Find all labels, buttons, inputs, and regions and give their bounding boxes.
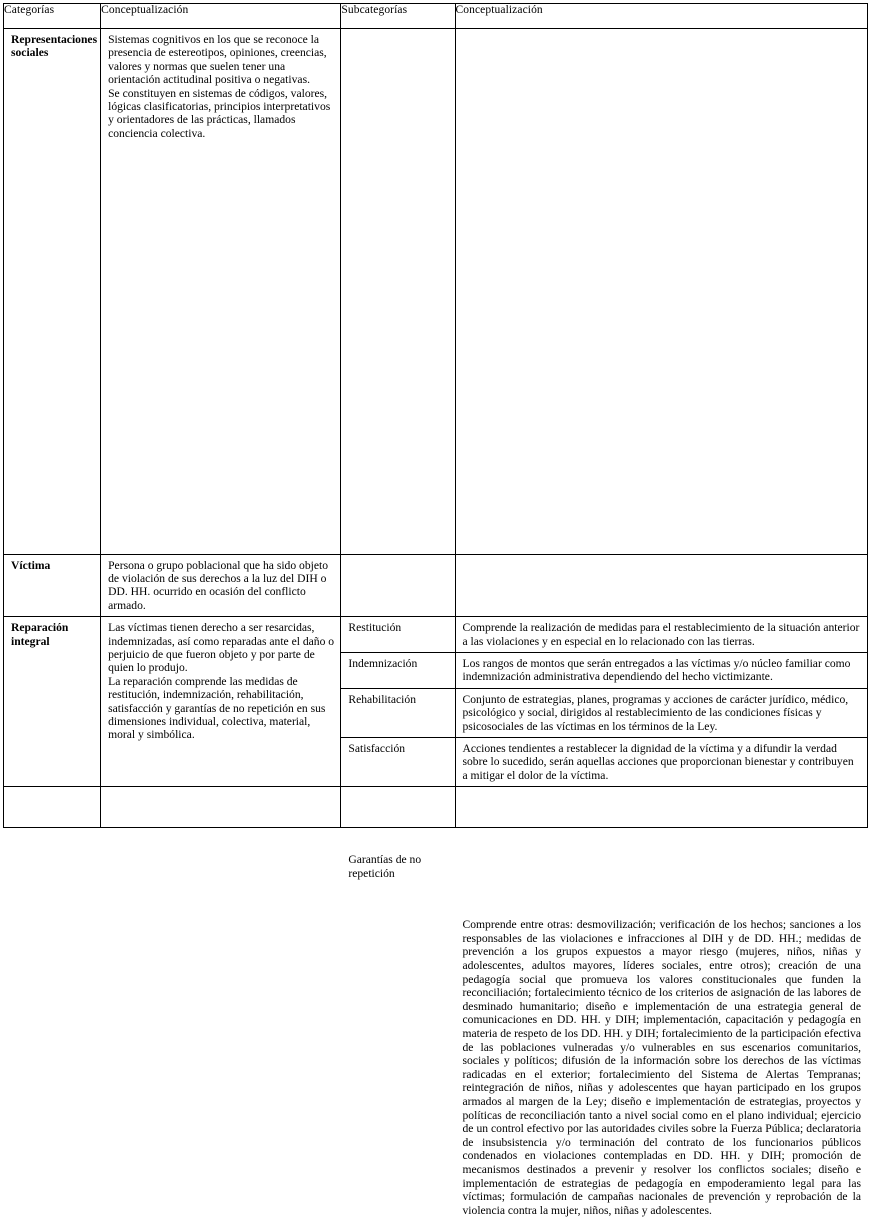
subcategory-label: Garantías de no repetición <box>348 853 422 880</box>
cell-conceptualizacion-victima <box>101 554 341 617</box>
cell-subconceptualizacion-empty-1 <box>455 29 868 555</box>
subconcept-text: Los rangos de montos que serán entregados a las víctimas y/o núcleo familiar como indemnización administrativa dependiendo del hecho victimizante. <box>462 657 851 684</box>
column-header-subcategorias: Subcategorías <box>341 4 455 29</box>
cell-subconceptualizacion-restitucion <box>455 617 868 653</box>
cell-subcategoria-satisfaccion <box>341 738 455 787</box>
subcategory-label: Indemnización <box>348 657 418 671</box>
cell-subcategoria-empty-1 <box>341 29 455 555</box>
cell-categoria-victima <box>4 554 101 617</box>
category-label: Reparación integral <box>11 621 69 648</box>
column-header-conceptualizacion-2: Conceptualización <box>455 4 868 29</box>
cell-subcategoria-garantias-no-repeticion <box>341 787 455 880</box>
categories-table <box>3 3 868 1217</box>
table-header-row <box>4 4 868 29</box>
category-label <box>4 787 100 795</box>
cell-categoria-empty-garantias <box>4 787 101 828</box>
subcategory-label: Rehabilitación <box>348 692 416 706</box>
cell-subconceptualizacion-indemnizacion <box>455 653 868 689</box>
table-row <box>4 617 868 653</box>
cell-conceptualizacion-empty-garantias <box>101 787 341 828</box>
cell-categoria-representaciones-sociales <box>4 29 101 555</box>
cell-subcategoria-indemnizacion <box>341 653 455 689</box>
table-container <box>3 3 868 1217</box>
cell-subcategoria-rehabilitacion <box>341 688 455 737</box>
category-label: Representaciones sociales <box>11 33 98 60</box>
subconcept-text: Comprende la realización de medidas para el restablecimiento de la situación anterior a las violaciones y en especial en lo relacionado con las tierras. <box>462 621 860 648</box>
concept-text <box>101 787 340 795</box>
cell-conceptualizacion-reparacion-integral <box>101 617 341 787</box>
concept-text-block <box>101 617 340 746</box>
subcategory-label <box>341 555 454 563</box>
table-row <box>4 787 868 828</box>
subcategory-label: Satisfacción <box>348 742 406 756</box>
subcategory-label: Restitución <box>348 621 402 635</box>
cell-conceptualizacion-representaciones-sociales <box>101 29 341 555</box>
concept-paragraph: Sistemas cognitivos en los que se reconoce la presencia de estereotipos, opiniones, creencias, valores y normas que suelen tener una orientación actitudinal positiva o negativas. <box>108 33 327 87</box>
cell-subconceptualizacion-empty-2 <box>455 554 868 617</box>
column-header-categorias: Categorías <box>4 4 101 29</box>
cell-subcategoria-empty-2 <box>341 554 455 617</box>
category-label: Víctima <box>11 558 51 572</box>
concept-text-block <box>101 29 340 144</box>
concept-paragraph: Se constituyen en sistemas de códigos, valores, lógicas clasificatorias, principios interpretativos y orientadores de las prácticas, llamados conciencia colectiva. <box>108 86 331 140</box>
table-row <box>4 29 868 555</box>
cell-subconceptualizacion-satisfaccion <box>455 738 868 787</box>
subconcept-text <box>456 555 868 563</box>
subconcept-text: Comprende entre otras: desmovilización; verificación de los hechos; sanciones a los responsables de las violaciones e infracciones al DIH y de DD. HH.; medidas de prevención a los grupos expuestos a mayor riesgo (mujeres, niños, niñas y adolescentes, adultos mayores, líderes sociales, entre otros); creación de una pedagogía social que promueva los valores constitucionales que funden la reconciliación; fortalecimiento técnico de los criterios de asignación de las labores de desminado humanitario; diseño e implementación de una estrategia general de comunicaciones en DD. HH. y DIH; implementación, capacitación y pedagogía en materia de respeto de los DD. HH. y DIH; fortalecimiento de la participación efectiva de las poblaciones vulneradas y/o vulnerables en sus escenarios comunitarios, sociales y políticos; difusión de la información sobre los derechos de las víctimas radicadas en el exterior; fortalecimiento del Sistema de Alertas Tempranas; reintegración de niños, niñas y adolescentes que hayan participado en los grupos armados al margen de la Ley; diseño e implementación de estrategias, proyectos y políticas de reconciliación tanto a nivel social como en el plano individual; ejercicio de un control efectivo por las autoridades civiles sobre la Fuerza Pública; declaratoria de insubsistencia y/o terminación del contrato de los funcionarios públicos condenados en violaciones contempladas en DD. HH. y DIH; promoción de mecanismos destinados a prevenir y resolver los conflictos sociales; diseño e implementación de estrategias de pedagogía en empoderamiento legal para las víctimas; formulación de campañas nacionales de prevención y reprobación de la violencia contra la mujer, niños, niñas y adolescentes. <box>462 918 861 1217</box>
subconcept-text: Conjunto de estrategias, planes, programas y acciones de carácter jurídico, médico, psicológico y social, dirigidos al restablecimiento de las condiciones físicas y psicosociales de las víctimas en los términos de la Ley. <box>462 692 849 733</box>
concept-text: Persona o grupo poblacional que ha sido objeto de violación de sus derechos a la luz del DIH o DD. HH. ocurrido en ocasión del conflicto armado. <box>108 558 329 612</box>
cell-subconceptualizacion-garantias-no-repeticion <box>455 787 868 1217</box>
concept-paragraph: La reparación comprende las medidas de restitución, indemnización, rehabilitación, satisfacción y garantías de no repetición en sus dimensiones individual, colectiva, material, moral y simbólica. <box>108 674 326 742</box>
cell-subconceptualizacion-rehabilitacion <box>455 688 868 737</box>
table-row <box>4 554 868 617</box>
cell-categoria-reparacion-integral <box>4 617 101 787</box>
subconcept-text: Acciones tendientes a restablecer la dignidad de la víctima y a difundir la verdad sobre lo sucedido, serán aquellas acciones que proporcionan bienestar y contribuyen a mitigar el dolor de la víctima. <box>462 742 854 782</box>
column-header-conceptualizacion-1: Conceptualización <box>101 4 341 29</box>
subcategory-label <box>341 29 454 37</box>
concept-paragraph: Las víctimas tienen derecho a ser resarcidas, indemnizadas, así como reparadas ante el daño o perjuicio de que fueron objeto y por parte de quien lo produjo. <box>108 621 335 675</box>
cell-subcategoria-restitucion <box>341 617 455 653</box>
subconcept-text <box>456 29 868 37</box>
